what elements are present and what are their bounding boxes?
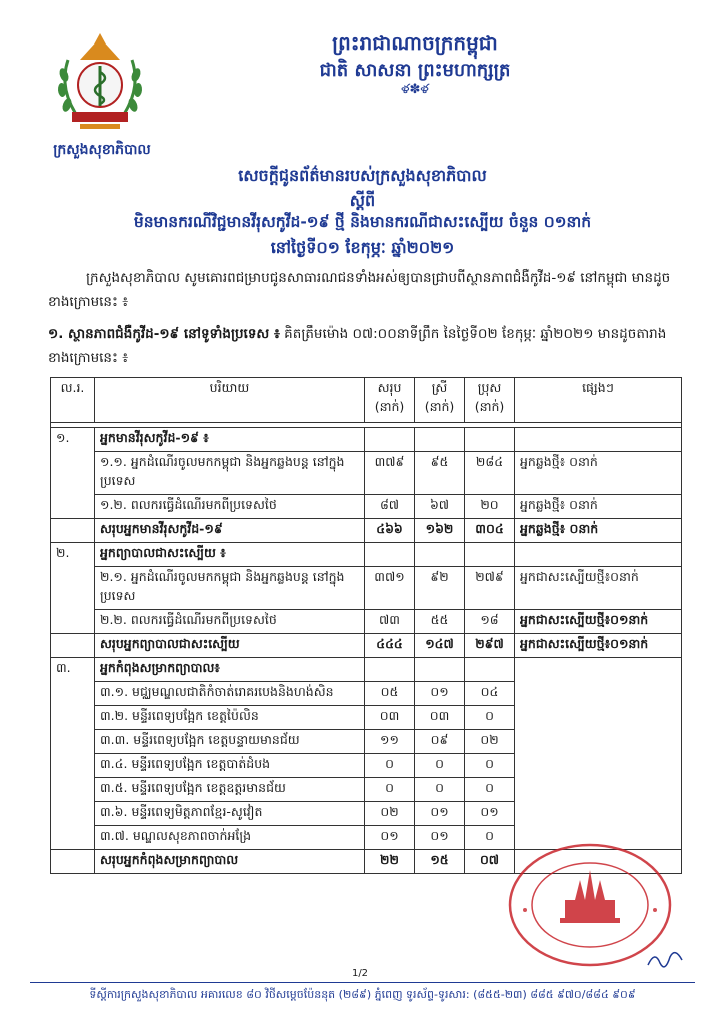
- row-female: ០១: [415, 802, 465, 826]
- row-female: ០: [415, 754, 465, 778]
- header-ornament: ళ✽ళ: [401, 82, 429, 97]
- table-row: [51, 567, 682, 610]
- row-female: ០: [415, 778, 465, 802]
- row-desc: ៣.៦. មន្ទីរពេទ្យមិត្តភាពខ្មែរ-សូវៀត: [95, 802, 365, 826]
- row-male: ០: [465, 754, 515, 778]
- total-total: ៤៦៦: [365, 519, 415, 543]
- kingdom-title: ព្រះរាជាណាចក្រកម្ពុជា: [332, 31, 498, 55]
- section-number: ៣.: [51, 658, 95, 850]
- doc-title-line3: មិនមានករណីវិជ្ជមានវីរុសកូវីដ-១៩ ថ្មី និងមានករណីជាសះស្បើយ ចំនួន ០១នាក់: [133, 213, 592, 231]
- row-other: អ្នកឆ្លងថ្មី៖ ០នាក់: [515, 495, 682, 519]
- row-desc: ៣.៣. មន្ទីរពេទ្យបង្អែក ខេត្តបន្ទាយមានជ័យ: [95, 730, 365, 754]
- section-heading: អ្នកកំពុងសម្រាកព្យាបាល៖: [95, 658, 365, 682]
- row-desc: ៣.៤. មន្ទីរពេទ្យបង្អែក ខេត្តបាត់ដំបង: [95, 754, 365, 778]
- covid-stats-table: [50, 377, 682, 874]
- signature: [645, 945, 685, 975]
- total-female: ១៦២: [415, 519, 465, 543]
- page-number: 1/2: [351, 968, 369, 979]
- total-total: ២២: [365, 850, 415, 874]
- section-number: ១.: [51, 428, 95, 519]
- total-female: ១៤៧: [415, 634, 465, 658]
- row-male: ០១: [465, 802, 515, 826]
- row-total: ០១: [365, 826, 415, 850]
- row-male: ២០: [465, 495, 515, 519]
- row-total: ០: [365, 754, 415, 778]
- section-number: ២.: [51, 543, 95, 634]
- row-desc: ១.២. ពលករធ្វើដំណើរមកពីប្រទេសថៃ: [95, 495, 365, 519]
- row-total: ០២: [365, 802, 415, 826]
- table-row: [51, 428, 682, 452]
- section1-text: គិតត្រឹមម៉ោង ០៧:០០នាទីព្រឹក នៃថ្ងៃទី០២ ខែកុម្ភៈ ឆ្នាំ២០២១ មានដូចតារាងខាងក្រោមនេះ ៖: [48, 326, 667, 366]
- section1-paragraph: [48, 322, 678, 370]
- row-desc: ២.១. អ្នកដំណើរចូលមកកម្ពុជា និងអ្នកឆ្លងបន្ត នៅក្នុងប្រទេស: [95, 567, 365, 610]
- table-header-row: [51, 378, 682, 423]
- col-other: ផ្សេងៗ: [515, 378, 682, 423]
- section1-heading: ១. ស្ថានភាពជំងឺកូវីដ-១៩ នៅទូទាំងប្រទេស ៖: [48, 326, 280, 342]
- row-total: ០៣: [365, 706, 415, 730]
- row-male: ១៨: [465, 610, 515, 634]
- total-other: អ្នកជាសះស្បើយថ្មី៖០១នាក់: [515, 634, 682, 658]
- row-total: ១១: [365, 730, 415, 754]
- row-other: អ្នកឆ្លងថ្មី៖ ០នាក់: [515, 452, 682, 495]
- section-heading: អ្នកព្យាបាលជាសះស្បើយ ៖: [95, 543, 365, 567]
- total-male: ៣០៤: [465, 519, 515, 543]
- table-row: [51, 658, 682, 682]
- doc-title-line2: ស្តីពី: [349, 191, 376, 210]
- table-total-row: [51, 519, 682, 543]
- section-heading: អ្នកមានវីរុសកូវីដ-១៩ ៖: [95, 428, 365, 452]
- row-female: ០១: [415, 826, 465, 850]
- col-male: ប្រុស (នាក់): [465, 378, 515, 423]
- table-row: [51, 610, 682, 634]
- total-desc: សរុបអ្នកមានវីរុសកូវីដ-១៩: [95, 519, 365, 543]
- total-other: អ្នកឆ្លងថ្មី៖ ០នាក់: [515, 519, 682, 543]
- row-male: ០៤: [465, 682, 515, 706]
- row-desc: ៣.១. មជ្ឈមណ្ឌលជាតិកំចាត់រោគរបេងនិងហង់សិន: [95, 682, 365, 706]
- row-female: ៦៧: [415, 495, 465, 519]
- row-desc: ២.២. ពលករធ្វើដំណើរមកពីប្រទេសថៃ: [95, 610, 365, 634]
- doc-title-line1: សេចក្តីជូនព័ត៌មានរបស់ក្រសួងសុខាភិបាល: [238, 166, 487, 185]
- row-female: ៩៥: [415, 452, 465, 495]
- row-female: ០៩: [415, 730, 465, 754]
- row-total: ៣៧៩: [365, 452, 415, 495]
- row-total: ៧៣: [365, 610, 415, 634]
- ministry-logo: [50, 30, 150, 135]
- row-desc: ៣.៥. មន្ទីរពេទ្យបង្អែក ខេត្តឧត្តរមានជ័យ: [95, 778, 365, 802]
- row-female: ០១: [415, 682, 465, 706]
- col-female: ស្រី (នាក់): [415, 378, 465, 423]
- row-male: ២៨៤: [465, 452, 515, 495]
- row-female: ៥៥: [415, 610, 465, 634]
- total-male: ២៩៧: [465, 634, 515, 658]
- row-desc: ៣.៧. មណ្ឌលសុខភាពចាក់អង្រែ: [95, 826, 365, 850]
- row-male: ២៧៩: [465, 567, 515, 610]
- row-male: ០: [465, 826, 515, 850]
- row-total: ៨៧: [365, 495, 415, 519]
- table-row: [51, 543, 682, 567]
- total-male: ០៧: [465, 850, 515, 874]
- table-row: [51, 495, 682, 519]
- row-total: ០៥: [365, 682, 415, 706]
- row-total: ៣៧១: [365, 567, 415, 610]
- row-desc: ១.១. អ្នកដំណើរចូលមកកម្ពុជា និងអ្នកឆ្លងបន្ត នៅក្នុងប្រទេស: [95, 452, 365, 495]
- row-desc: ៣.២. មន្ទីរពេទ្យបង្អែក ខេត្តប៉ៃលិន: [95, 706, 365, 730]
- intro-paragraph: ក្រសួងសុខាភិបាល សូមគោរពជម្រាបជូនសាធារណជនទាំងអស់ឲ្យបានជ្រាបពីស្ថានភាពជំងឺកូវីដ-១៩ នៅកម្ពុជា មានដូចខាងក្រោមនេះ ៖: [48, 270, 671, 310]
- col-total: សរុប (នាក់): [365, 378, 415, 423]
- row-male: ០: [465, 706, 515, 730]
- total-female: ១៥: [415, 850, 465, 874]
- table-row: [51, 452, 682, 495]
- row-total: ០: [365, 778, 415, 802]
- row-other: អ្នកជាសះស្បើយថ្មី៖០១នាក់: [515, 610, 682, 634]
- row-male: ០: [465, 778, 515, 802]
- row-male: ០២: [465, 730, 515, 754]
- row-female: ០៣: [415, 706, 465, 730]
- total-desc: សរុបអ្នកព្យាបាលជាសះស្បើយ: [95, 634, 365, 658]
- total-desc: សរុបអ្នកកំពុងសម្រាកព្យាបាល: [95, 850, 365, 874]
- doc-title-line4: នៅថ្ងៃទី០១ ខែកុម្ភៈ ឆ្នាំ២០២១: [270, 238, 455, 257]
- ministry-name-logo: ក្រសួងសុខាភិបាល: [53, 142, 151, 158]
- footer-address: ទីស្តីការក្រសួងសុខាភិបាល អគារលេខ ៨០ វិថីសម្តេចប៉ែននុត (២៨៩) ភ្នំពេញ ទូរស័ព្ទ-ទូរសារ: (៨៥៥-២៣) ៨៨៥ ៩៧០/៨៨៤ ៩០៩: [89, 988, 636, 1001]
- total-total: ៤៤៤: [365, 634, 415, 658]
- row-female: ៩២: [415, 567, 465, 610]
- table-total-row: [51, 634, 682, 658]
- col-no: ល.រ.: [51, 378, 95, 423]
- footer-divider: [30, 982, 695, 983]
- national-motto: ជាតិ សាសនា ព្រះមហាក្សត្រ: [319, 60, 511, 81]
- col-desc: បរិយាយ: [95, 378, 365, 423]
- row-other: អ្នកជាសះស្បើយថ្មី៖០នាក់: [515, 567, 682, 610]
